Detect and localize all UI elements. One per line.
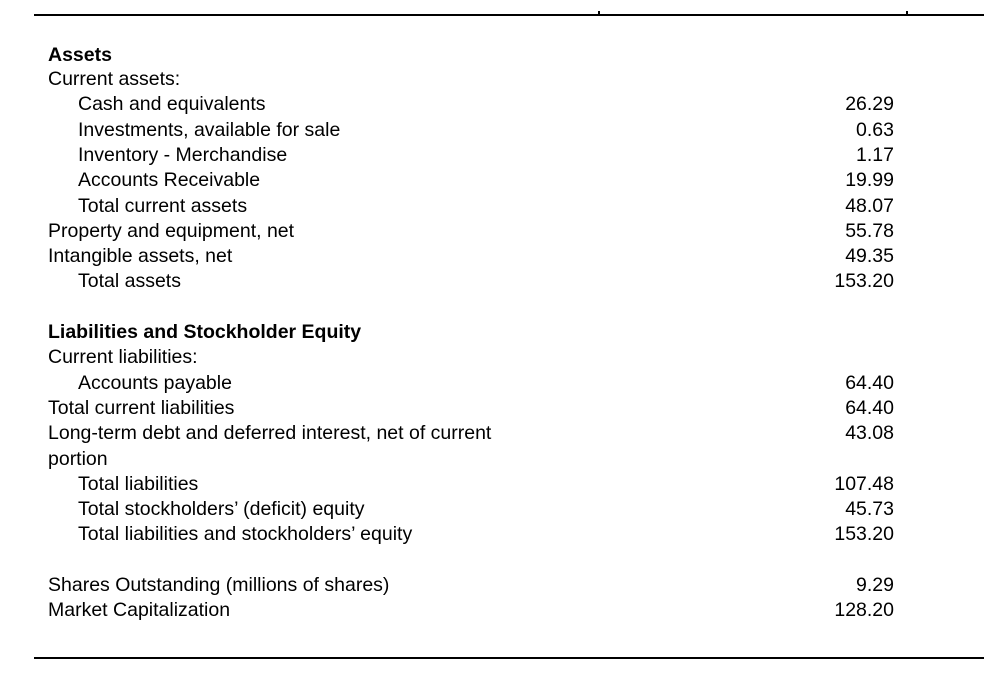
total-assets-label: Total assets [78,270,181,292]
bottom-rule [34,657,984,659]
cash-value: 26.29 [845,93,894,115]
long-term-debt-label: Long-term debt and deferred interest, net of current [48,422,492,444]
equity-label: Total stockholders’ (deficit) equity [78,498,365,520]
market-cap-label: Market Capitalization [48,599,231,621]
current-liabilities-label: Current liabilities: [48,346,198,368]
top-rule [34,14,984,16]
property-value: 55.78 [845,220,894,242]
current-assets-row [48,67,894,92]
payable-row [48,371,894,396]
total-liabilities-label: Total liabilities [78,473,199,495]
column-tick-right [906,11,908,14]
shares-value: 9.29 [856,574,894,596]
total-current-assets-value: 48.07 [845,195,894,217]
long-term-debt-row [48,421,894,446]
current-assets-label: Current assets: [48,68,181,90]
intangible-row [48,244,894,269]
total-liabilities-value: 107.48 [834,473,894,495]
assets-heading-row [48,43,894,68]
receivable-value: 19.99 [845,169,894,191]
shares-label: Shares Outstanding (millions of shares) [48,574,390,596]
equity-value: 45.73 [845,498,894,520]
intangible-value: 49.35 [845,245,894,267]
payable-label: Accounts payable [78,372,232,394]
inventory-row [48,143,894,168]
total-current-liabilities-label: Total current liabilities [48,397,235,419]
liabilities-heading-row [48,320,894,345]
long-term-debt-row-cont [48,447,894,472]
long-term-debt-label-cont: portion [48,448,108,470]
total-assets-row [48,269,894,294]
cash-label: Cash and equivalents [78,93,266,115]
total-current-liabilities-value: 64.40 [845,397,894,419]
liabilities-heading: Liabilities and Stockholder Equity [48,321,362,343]
payable-value: 64.40 [845,372,894,394]
shares-row [48,573,894,598]
total-liabilities-equity-value: 153.20 [834,523,894,545]
assets-heading: Assets [48,44,112,66]
total-liabilities-equity-row [48,522,894,547]
current-liabilities-row [48,345,894,370]
receivable-row [48,168,894,193]
column-tick-left [598,11,600,14]
investments-label: Investments, available for sale [78,119,341,141]
investments-row [48,118,894,143]
market-cap-row [48,598,894,623]
property-row [48,219,894,244]
total-assets-value: 153.20 [834,270,894,292]
total-current-assets-row [48,194,894,219]
receivable-label: Accounts Receivable [78,169,261,191]
total-current-assets-label: Total current assets [78,195,248,217]
inventory-value: 1.17 [856,144,894,166]
total-current-liabilities-row [48,396,894,421]
market-cap-value: 128.20 [834,599,894,621]
property-label: Property and equipment, net [48,220,295,242]
cash-row [48,92,894,117]
total-liabilities-row [48,472,894,497]
long-term-debt-value: 43.08 [845,422,894,444]
investments-value: 0.63 [856,119,894,141]
inventory-label: Inventory - Merchandise [78,144,288,166]
equity-row [48,497,894,522]
intangible-label: Intangible assets, net [48,245,233,267]
total-liabilities-equity-label: Total liabilities and stockholders’ equity [78,523,413,545]
